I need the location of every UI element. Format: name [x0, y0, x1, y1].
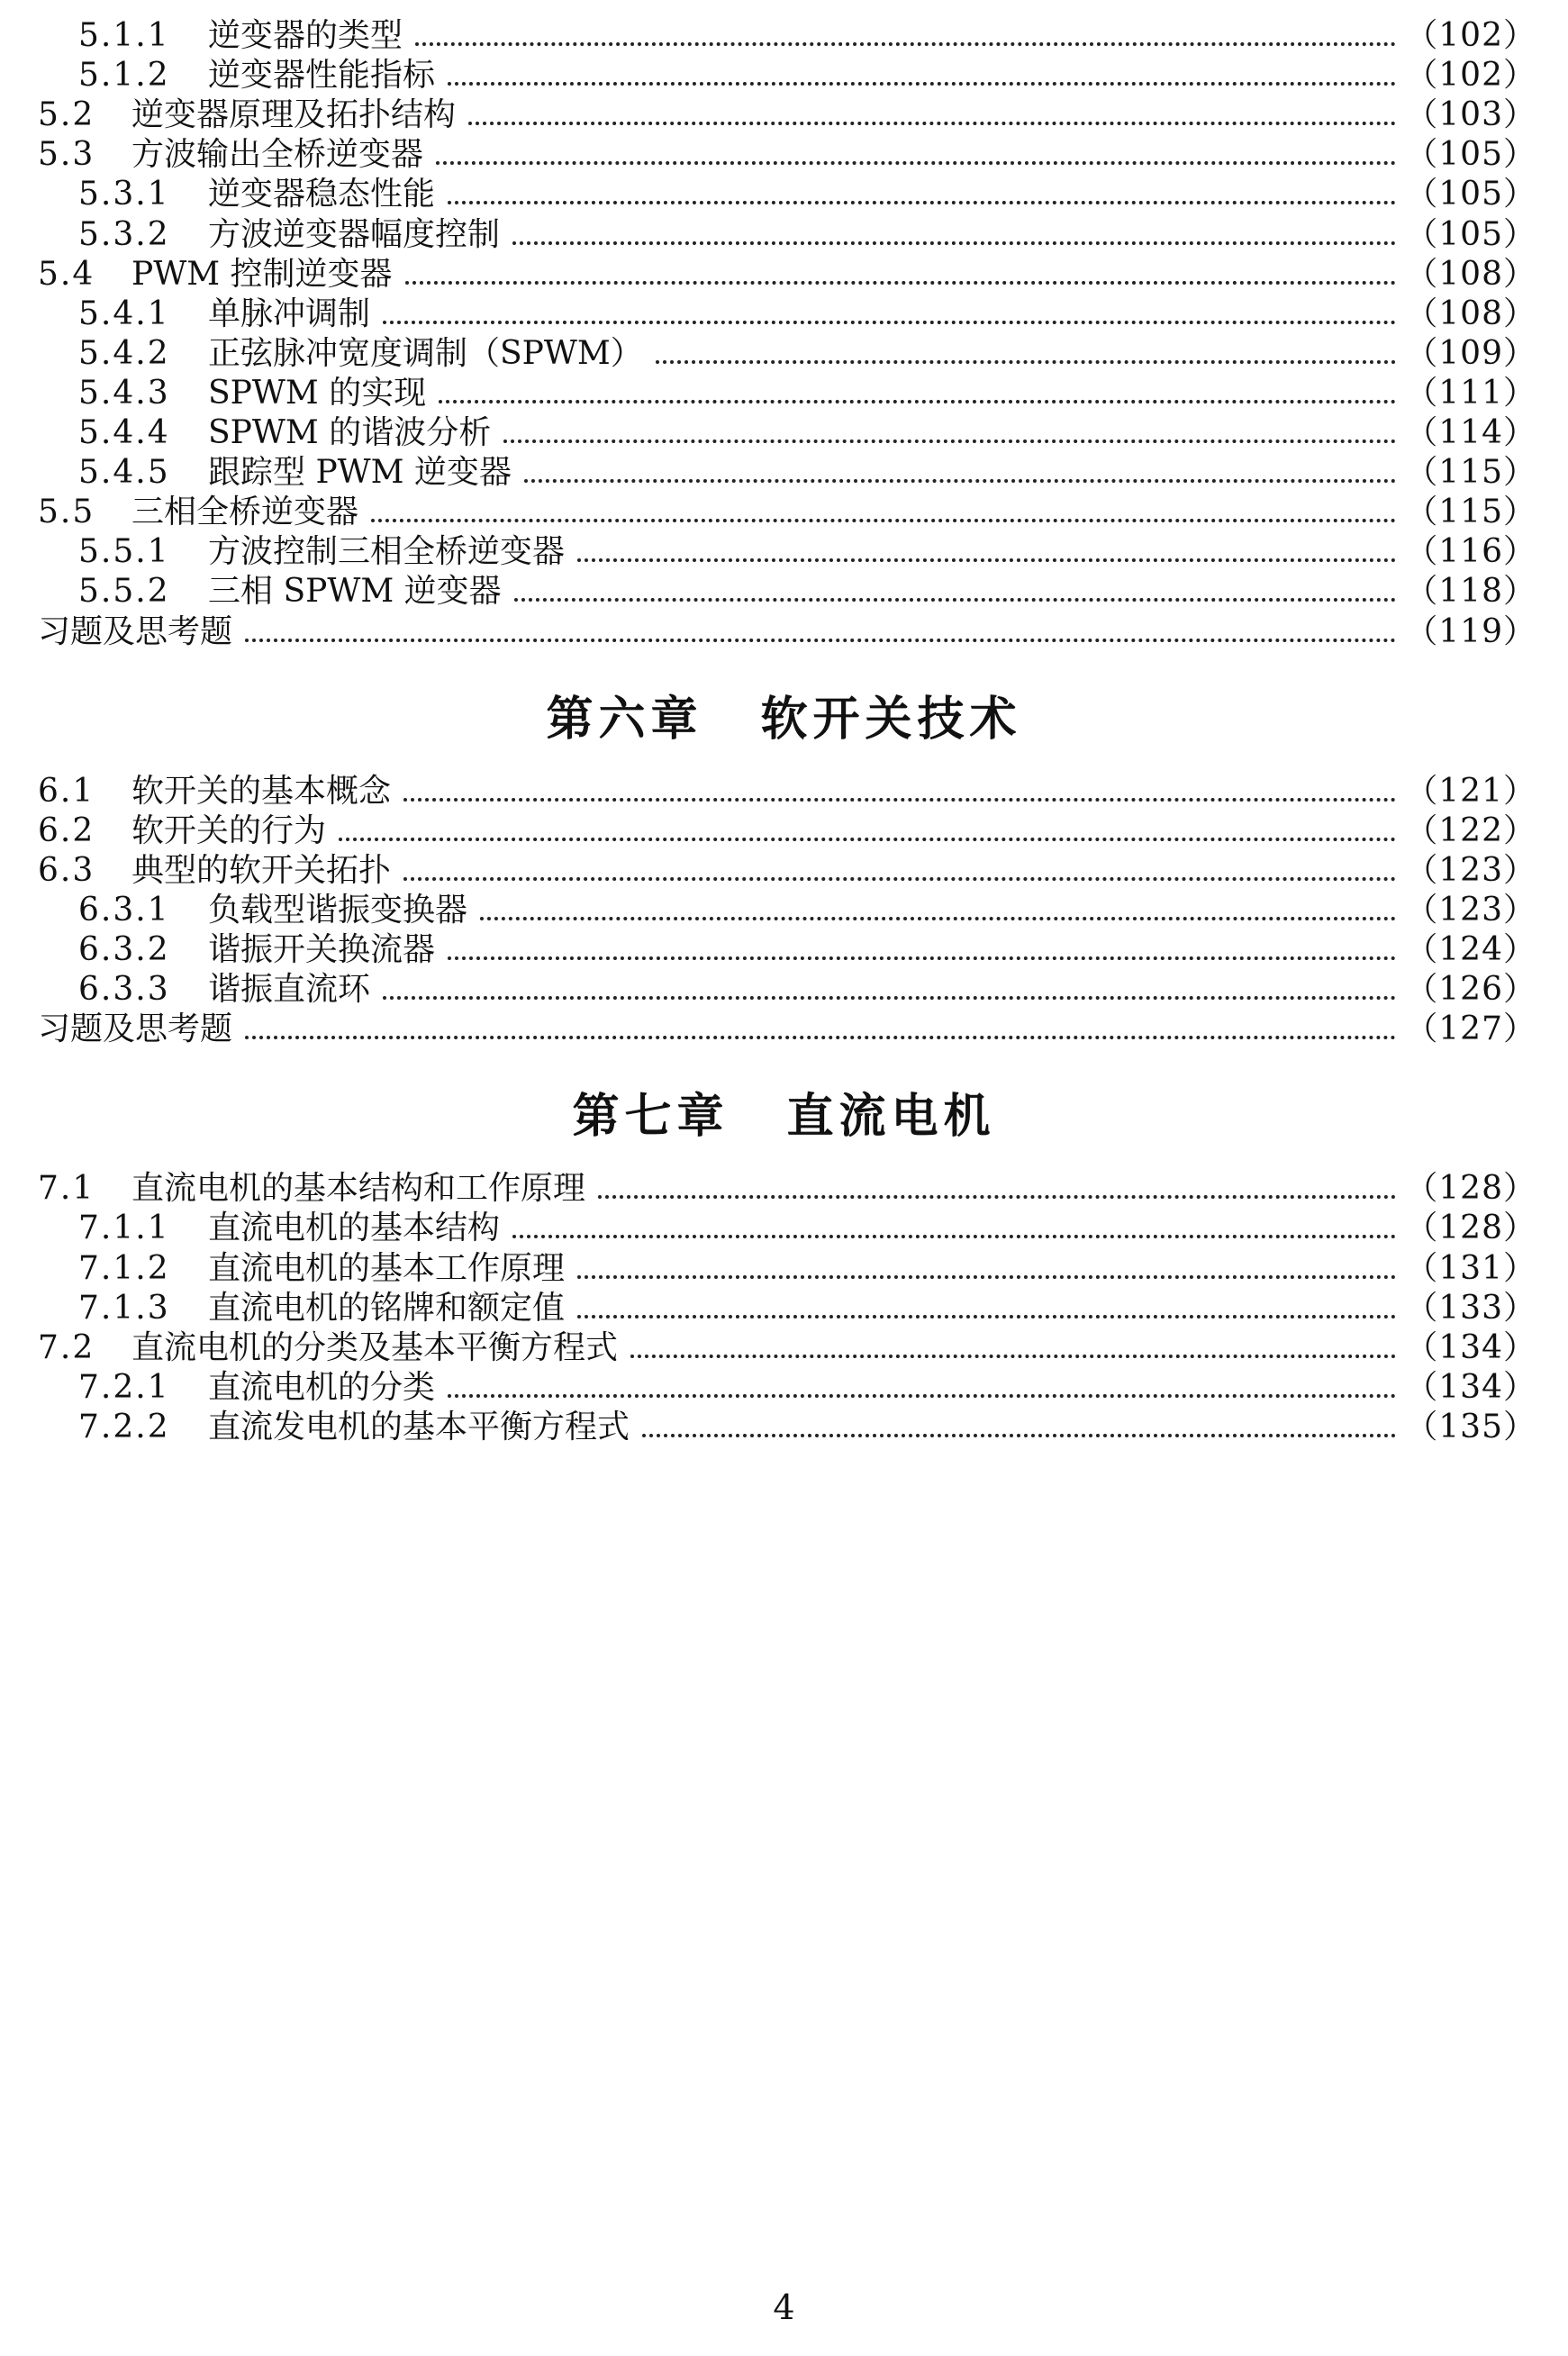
page-reference: （134）: [1405, 1328, 1536, 1366]
toc-entry-exercises[interactable]: [38, 1007, 1536, 1052]
toc-entry[interactable]: [38, 1166, 1536, 1211]
page-reference: （122）: [1405, 811, 1536, 849]
page-reference: （127）: [1405, 1010, 1536, 1048]
toc-entry[interactable]: [78, 53, 1536, 98]
chapter-number: 第七章: [572, 1090, 730, 1145]
page-reference: （128）: [1405, 1210, 1536, 1247]
page-number: 4: [773, 2288, 795, 2327]
toc-entry[interactable]: [78, 1405, 1536, 1450]
dot-leader: [656, 360, 1397, 364]
page-reference: （102）: [1405, 57, 1536, 95]
page-reference: （102）: [1405, 17, 1536, 54]
toc-entry[interactable]: [78, 967, 1536, 1012]
section-number: 5.4.5: [78, 454, 170, 492]
toc-entry[interactable]: [38, 769, 1536, 814]
page-reference: （123）: [1405, 851, 1536, 889]
dot-leader: [245, 1036, 1396, 1039]
toc-entry[interactable]: [38, 809, 1536, 854]
page-reference: （103）: [1405, 96, 1536, 134]
section-number: 7.2: [38, 1328, 95, 1366]
section-number: 7.2.1: [78, 1368, 170, 1406]
dot-leader: [371, 519, 1396, 522]
section-title: 三相 SPWM 逆变器: [208, 573, 502, 611]
dot-leader: [339, 838, 1396, 841]
dot-leader: [405, 281, 1397, 285]
section-number: 6.1: [38, 772, 95, 810]
section-number: 5.5: [38, 494, 95, 531]
section-number: 5.3.2: [78, 215, 170, 253]
section-title: 直流电机的基本工作原理: [208, 1249, 566, 1287]
dot-leader: [642, 1434, 1396, 1437]
page-reference: （128）: [1405, 1170, 1536, 1208]
dot-leader: [512, 1235, 1396, 1238]
section-title: 习题及思考题: [38, 1010, 233, 1048]
chapter-heading: [0, 681, 1568, 748]
toc-entry[interactable]: [78, 1206, 1536, 1251]
section-title: 直流电机的分类及基本平衡方程式: [131, 1328, 619, 1366]
section-number: 6.3.3: [78, 971, 170, 1009]
section-title: SPWM 的实现: [208, 374, 427, 412]
toc-entry[interactable]: [78, 888, 1536, 933]
dot-leader: [577, 1315, 1396, 1318]
section-number: 5.4.3: [78, 374, 170, 412]
section-number: 5.1.1: [78, 17, 170, 54]
section-number: 6.3.1: [78, 891, 170, 929]
section-number: 5.3: [38, 136, 95, 174]
section-title: 软开关的基本概念: [131, 772, 392, 810]
dot-leader: [630, 1355, 1396, 1358]
page-reference: （118）: [1405, 573, 1536, 611]
toc-entry[interactable]: [78, 172, 1536, 217]
dot-leader: [439, 400, 1396, 403]
section-number: 5.4.2: [78, 334, 170, 372]
section-title: 直流电机的分类: [208, 1368, 436, 1406]
section-number: 5.4.1: [78, 294, 170, 332]
section-title: 负载型谐振变换器: [208, 891, 468, 929]
page-reference: （135）: [1405, 1408, 1536, 1445]
page-reference: （115）: [1405, 494, 1536, 531]
page-reference: （108）: [1405, 294, 1536, 332]
toc-entry[interactable]: [78, 928, 1536, 973]
page-reference: （109）: [1405, 334, 1536, 372]
dot-leader: [448, 956, 1396, 960]
section-title: 直流电机的基本结构: [208, 1210, 501, 1247]
toc-entry[interactable]: [78, 371, 1536, 416]
section-title: 方波逆变器幅度控制: [208, 215, 501, 253]
chapter-heading: [0, 1078, 1568, 1146]
dot-leader: [577, 558, 1396, 562]
page-reference: （133）: [1405, 1289, 1536, 1327]
section-number: 5.5.2: [78, 573, 170, 611]
page-reference: （126）: [1405, 971, 1536, 1009]
toc-entry[interactable]: [38, 848, 1536, 893]
dot-leader: [383, 321, 1396, 324]
section-title: 逆变器的类型: [208, 17, 403, 54]
page-reference: （105）: [1405, 215, 1536, 253]
dot-leader: [468, 122, 1396, 125]
dot-leader: [448, 1394, 1396, 1398]
section-title: PWM 控制逆变器: [131, 255, 393, 293]
toc-entry[interactable]: [78, 450, 1536, 495]
section-number: 5.5.1: [78, 533, 170, 571]
section-number: 7.1.1: [78, 1210, 170, 1247]
dot-leader: [598, 1195, 1396, 1199]
toc-entry[interactable]: [38, 93, 1536, 138]
page-reference: （131）: [1405, 1249, 1536, 1287]
dot-leader: [383, 996, 1396, 1000]
section-number: 6.2: [38, 811, 95, 849]
page-reference: （105）: [1405, 136, 1536, 174]
toc-entry[interactable]: [38, 490, 1536, 535]
page-reference: （124）: [1405, 931, 1536, 968]
toc-entry[interactable]: [78, 213, 1536, 258]
toc-entry[interactable]: [78, 569, 1536, 614]
section-title: 直流发电机的基本平衡方程式: [208, 1408, 630, 1445]
section-title: 习题及思考题: [38, 612, 233, 650]
toc-entry[interactable]: [38, 1326, 1536, 1371]
toc-entry[interactable]: [78, 1365, 1536, 1410]
section-title: 正弦脉冲宽度调制（SPWM）: [208, 334, 643, 372]
section-number: 6.3: [38, 851, 95, 889]
toc-entry[interactable]: [38, 252, 1536, 297]
page-reference: （105）: [1405, 176, 1536, 213]
section-number: 5.4: [38, 255, 95, 293]
toc-entry[interactable]: [78, 411, 1536, 456]
section-number: 5.3.1: [78, 176, 170, 213]
section-title: 谐振直流环: [208, 971, 371, 1009]
section-number: 6.3.2: [78, 931, 170, 968]
toc-entry-exercises[interactable]: [38, 610, 1536, 655]
page-reference: （134）: [1405, 1368, 1536, 1406]
dot-leader: [503, 439, 1396, 443]
dot-leader: [512, 241, 1396, 245]
page-reference: （121）: [1405, 772, 1536, 810]
toc-entry[interactable]: [78, 14, 1536, 59]
page-reference: （111）: [1405, 374, 1536, 412]
chapter-title: 直流电机: [786, 1090, 996, 1145]
section-title: 直流电机的基本结构和工作原理: [131, 1170, 586, 1208]
page-reference: （123）: [1405, 891, 1536, 929]
section-number: 5.2: [38, 96, 95, 134]
page-reference: （115）: [1405, 454, 1536, 492]
section-number: 7.2.2: [78, 1408, 170, 1445]
dot-leader: [524, 479, 1396, 483]
chapter-number: 第六章: [546, 692, 703, 747]
dot-leader: [415, 42, 1396, 46]
section-title: 方波输出全桥逆变器: [131, 136, 424, 174]
section-title: 跟踪型 PWM 逆变器: [208, 454, 512, 492]
dot-leader: [403, 798, 1396, 802]
dot-leader: [245, 639, 1396, 642]
section-title: 三相全桥逆变器: [131, 494, 359, 531]
page-reference: （116）: [1405, 533, 1536, 571]
dot-leader: [480, 917, 1396, 920]
section-number: 7.1: [38, 1170, 95, 1208]
page-reference: （114）: [1405, 414, 1536, 451]
dot-leader: [448, 82, 1396, 86]
toc-entry[interactable]: [78, 292, 1536, 337]
section-number: 5.4.4: [78, 414, 170, 451]
section-title: 方波控制三相全桥逆变器: [208, 533, 566, 571]
toc-entry[interactable]: [78, 1286, 1536, 1331]
section-title: 逆变器稳态性能: [208, 176, 436, 213]
dot-leader: [577, 1275, 1396, 1279]
dot-leader: [514, 598, 1397, 602]
section-number: 7.1.3: [78, 1289, 170, 1327]
toc-entry[interactable]: [78, 1246, 1536, 1291]
dot-leader: [436, 161, 1396, 165]
section-title: SPWM 的谐波分析: [208, 414, 492, 451]
section-title: 典型的软开关拓扑: [131, 851, 392, 889]
dot-leader: [448, 201, 1396, 204]
section-title: 软开关的行为: [131, 811, 327, 849]
section-number: 7.1.2: [78, 1249, 170, 1287]
section-title: 单脉冲调制: [208, 294, 371, 332]
page-reference: （108）: [1405, 255, 1536, 293]
page-reference: （119）: [1405, 612, 1536, 650]
toc-entry[interactable]: [38, 132, 1536, 177]
toc-entry[interactable]: [78, 530, 1536, 575]
section-title: 逆变器性能指标: [208, 57, 436, 95]
dot-leader: [403, 877, 1396, 881]
section-title: 逆变器原理及拓扑结构: [131, 96, 457, 134]
section-title: 直流电机的铭牌和额定值: [208, 1289, 566, 1327]
chapter-title: 软开关技术: [760, 692, 1022, 747]
section-title: 谐振开关换流器: [208, 931, 436, 968]
toc-entry[interactable]: [78, 331, 1536, 376]
section-number: 5.1.2: [78, 57, 170, 95]
